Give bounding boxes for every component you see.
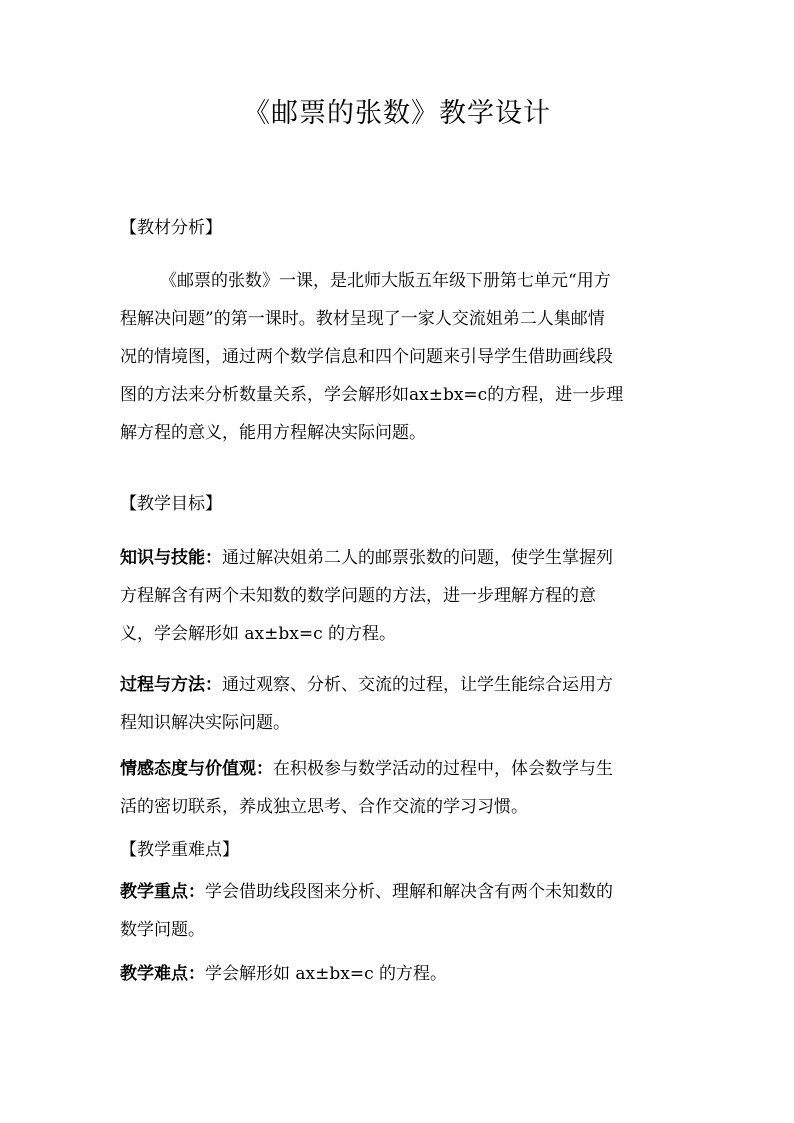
difficult-point-label: 教学难点： — [120, 964, 205, 984]
paragraph-line: 数学问题。 — [120, 920, 205, 940]
goal-process-label: 过程与方法： — [120, 675, 222, 695]
analysis-paragraph — [120, 262, 680, 452]
document-title: 《邮票的张数》教学设计 — [243, 98, 551, 129]
key-point-label: 教学重点： — [120, 882, 205, 902]
paragraph-line: 方程解含有两个未知数的数学问题的方法，进一步理解方程的意 — [120, 586, 596, 606]
paragraph-line: 学会解形如 ax±bx=c 的方程。 — [205, 964, 448, 984]
goal-emotion — [120, 750, 680, 826]
paragraph-line: 活的密切联系，养成独立思考、合作交流的学习习惯。 — [120, 797, 528, 817]
section-heading-analysis: 【教材分析】 — [120, 218, 222, 238]
paragraph-line: 况的情境图，通过两个数学信息和四个问题来引导学生借助画线段 — [120, 347, 613, 367]
paragraph-line: 义，学会解形如 ax±bx=c 的方程。 — [120, 624, 397, 644]
goal-knowledge — [120, 539, 680, 653]
key-point — [120, 873, 680, 949]
goal-emotion-label: 情感态度与价值观： — [120, 759, 273, 779]
paragraph-line: 通过观察、分析、交流的过程，让学生能综合运用方 — [222, 675, 613, 695]
paragraph-line: 程解决问题”的第一课时。教材呈现了一家人交流姐弟二人集邮情 — [120, 309, 605, 329]
paragraph-line: 解方程的意义，能用方程解决实际问题。 — [120, 423, 426, 443]
paragraph-line: 图的方法来分析数量关系，学会解形如ax±bx=c的方程，进一步理 — [120, 385, 624, 405]
paragraph-line: 通过解决姐弟二人的邮票张数的问题，使学生掌握列 — [222, 548, 613, 568]
section-heading-goals: 【教学目标】 — [120, 494, 222, 514]
paragraph-line: 学会借助线段图来分析、理解和解决含有两个未知数的 — [205, 882, 613, 902]
goal-process — [120, 666, 680, 742]
goal-knowledge-label: 知识与技能： — [120, 548, 222, 568]
paragraph-line: 《邮票的张数》一课，是北师大版五年级下册第七单元“用方 — [160, 271, 611, 291]
section-heading-keypoints: 【教学重难点】 — [120, 840, 239, 860]
paragraph-line: 在积极参与数学活动的过程中，体会数学与生 — [273, 759, 613, 779]
paragraph-line: 程知识解决实际问题。 — [120, 713, 290, 733]
difficult-point — [120, 955, 680, 993]
